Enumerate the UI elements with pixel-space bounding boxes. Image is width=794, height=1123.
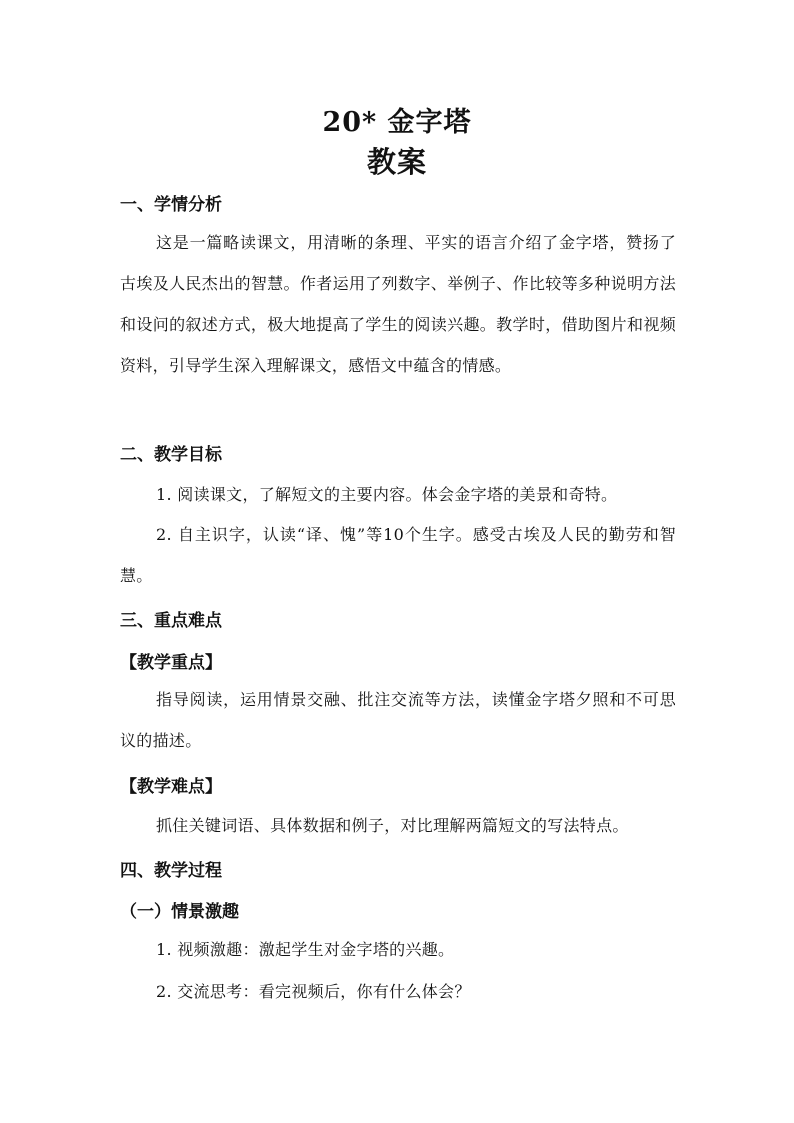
- process-subheading: （一）情景激趣: [120, 902, 239, 922]
- process-step-1: 1. 视频激趣：激起学生对金字塔的兴趣。: [156, 940, 455, 959]
- goal-item-2: 2. 自主识字，认读“译、愧”等10个生字。感受古埃及人民的勤劳和智慧。: [120, 525, 676, 585]
- difficulty-text: 抓住关键词语、具体数据和例子，对比理解两篇短文的写法特点。: [156, 816, 629, 835]
- key-point-label: 【教学重点】: [120, 653, 222, 673]
- section-heading-key-points: 三、重点难点: [120, 611, 222, 631]
- key-point-text: 指导阅读，运用情景交融、批注交流等方法，读懂金字塔夕照和不可思议的描述。: [120, 690, 676, 750]
- section-heading-goals: 二、教学目标: [120, 445, 222, 465]
- document-title: 20* 金字塔: [322, 107, 472, 138]
- process-step-2: 2. 交流思考：看完视频后，你有什么体会？: [156, 982, 471, 1001]
- section-heading-process: 四、教学过程: [120, 861, 222, 881]
- section-heading-analysis: 一、学情分析: [120, 195, 222, 215]
- analysis-paragraph: 这是一篇略读课文，用清晰的条理、平实的语言介绍了金字塔，赞扬了古埃及人民杰出的智慧。作者运用了列数字、举例子、作比较等多种说明方法和设问的叙述方式，极大地提高了学生的阅读兴趣。教学时，借助图片和视频资料，引导学生深入理解课文，感悟文中蕴含的情感。: [120, 233, 676, 375]
- document-subtitle: 教案: [366, 145, 427, 179]
- difficulty-label: 【教学难点】: [120, 777, 222, 797]
- goal-item-1: 1. 阅读课文，了解短文的主要内容。体会金字塔的美景和奇特。: [156, 485, 618, 504]
